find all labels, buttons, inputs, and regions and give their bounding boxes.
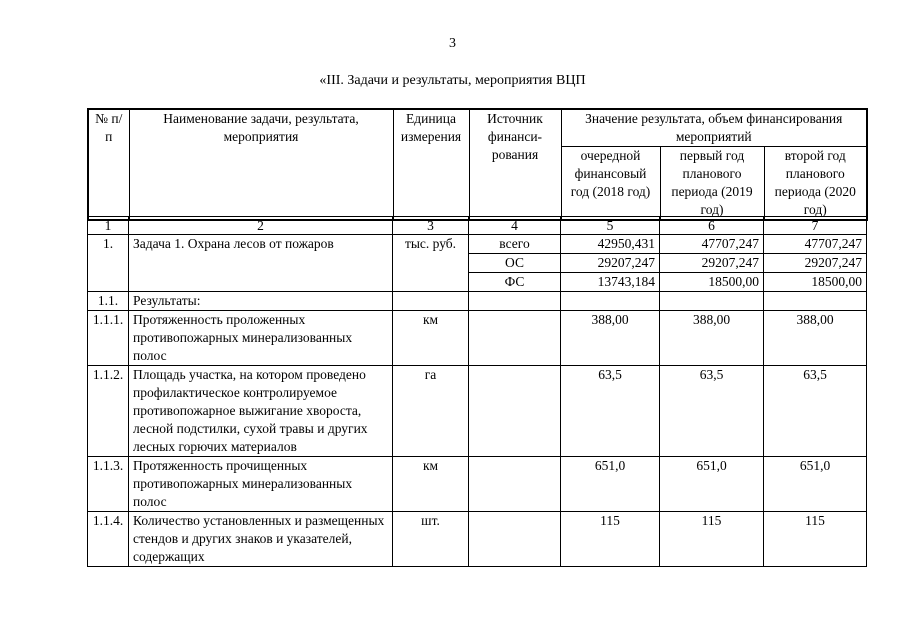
header-year-2018: очередной финансовый год (2018 год)	[561, 147, 660, 221]
value-2019: 29207,247	[660, 254, 764, 273]
result-unit: км	[393, 311, 469, 366]
column-numbers-row	[88, 217, 867, 235]
table-row	[88, 311, 867, 366]
result-number: 1.1.3.	[88, 457, 129, 512]
result-unit: шт.	[393, 512, 469, 567]
value-2018: 13743,184	[561, 273, 660, 292]
value-2018: 29207,247	[561, 254, 660, 273]
value-2019: 18500,00	[660, 273, 764, 292]
finance-source: ОС	[469, 254, 561, 273]
column-number: 3	[393, 217, 469, 235]
value-2019: 651,0	[660, 457, 764, 512]
value-2018: 115	[561, 512, 660, 567]
column-number: 4	[469, 217, 561, 235]
result-name: Площадь участка, на котором проведено профилактическое контролируемое противопожарное выжигание хвороста, лесной подстилки, сухой травы и других лесных горючих материалов	[129, 366, 393, 457]
value-2020: 18500,00	[764, 273, 867, 292]
empty-cell	[469, 311, 561, 366]
table-row	[88, 235, 867, 254]
value-2019: 47707,247	[660, 235, 764, 254]
empty-cell	[660, 292, 764, 311]
value-2020: 29207,247	[764, 254, 867, 273]
results-number: 1.1.	[88, 292, 129, 311]
value-2018: 651,0	[561, 457, 660, 512]
empty-cell	[469, 457, 561, 512]
value-2020: 115	[764, 512, 867, 567]
column-number: 6	[660, 217, 764, 235]
task-name: Задача 1. Охрана лесов от пожаров	[129, 235, 393, 292]
empty-cell	[469, 512, 561, 567]
header-col-name: Наименование задачи, результата, мероприятия	[129, 109, 393, 220]
result-number: 1.1.4.	[88, 512, 129, 567]
empty-cell	[764, 292, 867, 311]
finance-source: всего	[469, 235, 561, 254]
result-number: 1.1.2.	[88, 366, 129, 457]
result-name: Протяженность проложенных противопожарных минерализованных полос	[129, 311, 393, 366]
header-col-number: № п/п	[88, 109, 129, 220]
result-name: Протяженность прочищенных противопожарных минерализованных полос	[129, 457, 393, 512]
value-2020: 651,0	[764, 457, 867, 512]
value-2020: 63,5	[764, 366, 867, 457]
result-name: Количество установленных и размещенных стендов и других знаков и указателей, содержащих	[129, 512, 393, 567]
result-unit: га	[393, 366, 469, 457]
task-unit: тыс. руб.	[393, 235, 469, 292]
results-label: Результаты:	[129, 292, 393, 311]
section-title: «III. Задачи и результаты, мероприятия ВЦП	[319, 73, 586, 88]
value-2018: 42950,431	[561, 235, 660, 254]
value-2019: 63,5	[660, 366, 764, 457]
task-number: 1.	[88, 235, 129, 292]
header-col-value: Значение результата, объем финансирования мероприятий	[561, 109, 867, 147]
value-2020: 47707,247	[764, 235, 867, 254]
empty-cell	[393, 292, 469, 311]
empty-cell	[469, 366, 561, 457]
table-row	[88, 512, 867, 567]
header-col-source: Источник финанси-рования	[469, 109, 561, 220]
table-row	[88, 457, 867, 512]
column-number: 5	[561, 217, 660, 235]
table-row	[88, 292, 867, 311]
table-row	[88, 366, 867, 457]
header-col-unit: Единица измерения	[393, 109, 469, 220]
value-2018: 63,5	[561, 366, 660, 457]
page-number: 3	[449, 36, 456, 51]
empty-cell	[469, 292, 561, 311]
finance-source: ФС	[469, 273, 561, 292]
column-number: 7	[764, 217, 867, 235]
empty-cell	[561, 292, 660, 311]
value-2020: 388,00	[764, 311, 867, 366]
header-year-2019: первый год планового периода (2019 год)	[660, 147, 764, 221]
result-number: 1.1.1.	[88, 311, 129, 366]
column-number: 1	[88, 217, 129, 235]
value-2018: 388,00	[561, 311, 660, 366]
table-body	[87, 216, 867, 567]
value-2019: 388,00	[660, 311, 764, 366]
result-unit: км	[393, 457, 469, 512]
header-year-2020: второй год планового периода (2020 год)	[764, 147, 867, 221]
column-number: 2	[129, 217, 393, 235]
table-header	[87, 108, 868, 221]
value-2019: 115	[660, 512, 764, 567]
